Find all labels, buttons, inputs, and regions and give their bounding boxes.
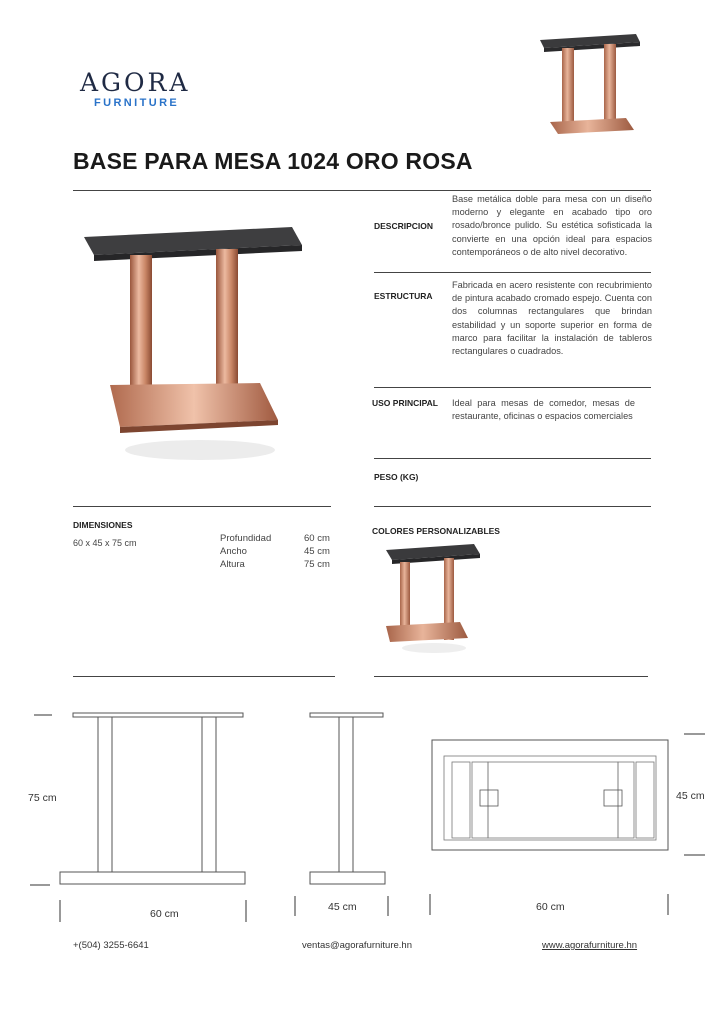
peso-divider: [374, 506, 651, 507]
colores-label: COLORES PERSONALIZABLES: [372, 526, 500, 536]
dim-row-value-3: 75 cm: [304, 559, 330, 570]
top-depth-label: 45 cm: [676, 790, 705, 802]
dimensiones-top-divider: [73, 506, 331, 507]
estructura-divider: [374, 387, 651, 388]
footer-phone: +(504) 3255-6641: [73, 940, 149, 951]
dim-row-value-1: 60 cm: [304, 533, 330, 544]
front-elevation-drawing: [0, 700, 724, 930]
peso-label: PESO (KG): [374, 472, 419, 482]
product-color-swatch: [384, 540, 484, 655]
footer-website[interactable]: www.agorafurniture.hn: [542, 940, 638, 951]
dim-row-name-2: Ancho: [220, 546, 247, 557]
uso-divider: [374, 458, 651, 459]
dim-row-value-2: 45 cm: [304, 546, 330, 557]
colores-bottom-divider: [374, 676, 648, 677]
dim-row-name-3: Altura: [220, 559, 245, 570]
estructura-label: ESTRUCTURA: [374, 291, 433, 301]
uso-text: Ideal para mesas de comedor, mesas de restaurante, oficinas o espacios comerciales: [452, 398, 635, 422]
page-title: BASE PARA MESA 1024 ORO ROSA: [73, 148, 473, 174]
product-thumbnail-top: [536, 30, 646, 145]
uso-label: USO PRINCIPAL: [372, 398, 438, 408]
brand-logo-name: AGORA: [80, 68, 191, 97]
side-width-label: 45 cm: [328, 901, 357, 913]
front-height-label: 75 cm: [28, 792, 57, 804]
estructura-text: Fabricada en acero resistente con recubrimiento de pintura acabado cromado espejo. Cuenta con dos columnas rectangulares que brindan estabilidad y un soporte superior en forma de marco para facilitar la instalación de tableros rectangulares o cuadrados.: [452, 280, 652, 357]
footer-email[interactable]: ventas@agorafurniture.hn: [302, 940, 412, 951]
dimensiones-bottom-divider: [73, 676, 335, 677]
dim-row-name-1: Profundidad: [220, 533, 272, 544]
title-divider: [73, 190, 651, 191]
front-width-label: 60 cm: [150, 908, 179, 920]
dimensiones-summary: 60 x 45 x 75 cm: [73, 538, 137, 548]
descripcion-label: DESCRIPCION: [374, 221, 434, 231]
descripcion-text: Base metálica doble para mesa con un diseño moderno y elegante en acabado tipo oro rosado/bronce pulido. Su estética sofisticada la convierte en una opción ideal para espacios contemporáneos o de alto nivel decorativo.: [452, 194, 652, 257]
brand-logo-tagline: FURNITURE: [94, 97, 180, 109]
dimensiones-label: DIMENSIONES: [73, 520, 133, 530]
product-image-main: [80, 215, 320, 465]
top-width-label: 60 cm: [536, 901, 565, 913]
descripcion-divider: [374, 272, 651, 273]
